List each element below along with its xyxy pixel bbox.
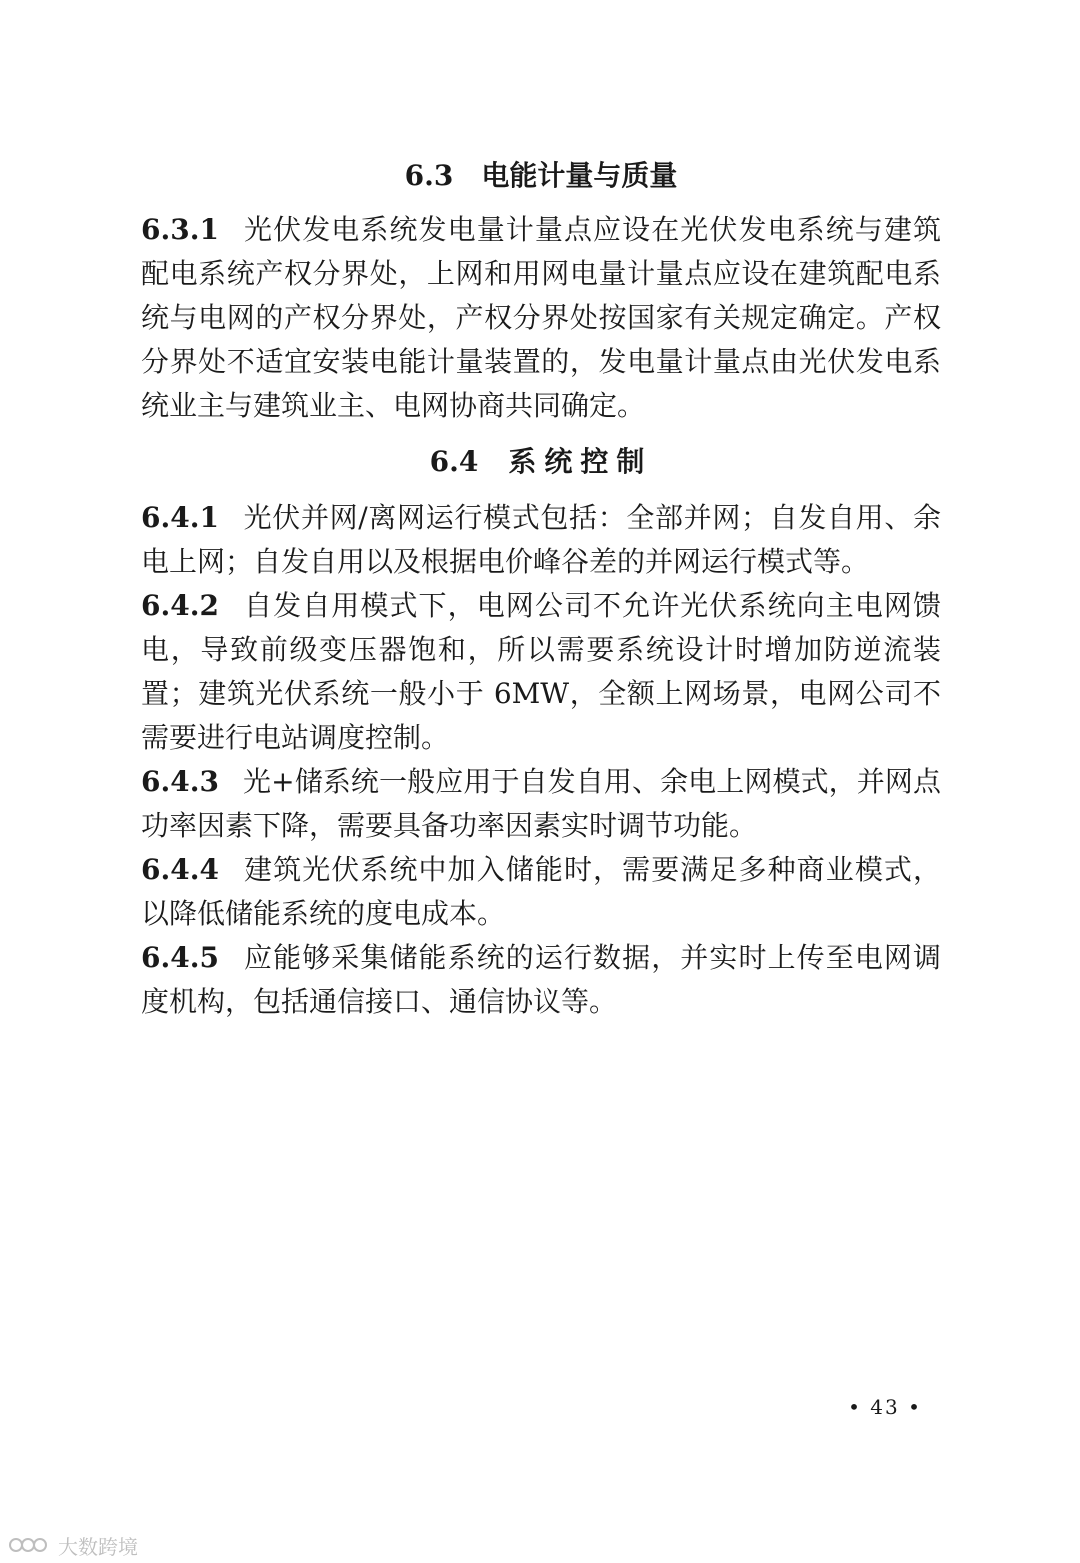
clause-number: 6.4.4 — [141, 853, 219, 886]
section-title: 系统控制 — [508, 445, 653, 478]
clause-number: 6.4.3 — [141, 765, 219, 798]
clause-6-4-4 — [141, 848, 941, 936]
section-number: 6.4 — [429, 445, 479, 478]
clause-text: 光+储系统一般应用于自发自用、余电上网模式，并网点功率因素下降，需要具备功率因素实时调节功能。 — [141, 765, 941, 842]
clause-number: 6.3.1 — [141, 213, 219, 246]
watermark — [8, 1532, 138, 1558]
clause-6-4-1 — [141, 496, 941, 584]
clause-text: 应能够采集储能系统的运行数据，并实时上传至电网调度机构，包括通信接口、通信协议等。 — [141, 941, 941, 1018]
clause-text: 光伏并网/离网运行模式包括：全部并网；自发自用、余电上网；自发自用以及根据电价峰谷差的并网运行模式等。 — [141, 501, 941, 578]
watermark-logo-icon — [8, 1534, 52, 1556]
clause-text: 建筑光伏系统中加入储能时，需要满足多种商业模式，以降低储能系统的度电成本。 — [141, 853, 941, 930]
section-number: 6.3 — [404, 159, 454, 192]
clause-text: 光伏发电系统发电量计量点应设在光伏发电系统与建筑配电系统产权分界处，上网和用网电量计量点应设在建筑配电系统与电网的产权分界处，产权分界处按国家有关规定确定。产权分界处不适宜安装电能计量装置的，发电量计量点由光伏发电系统业主与建筑业主、电网协商共同确定。 — [141, 213, 941, 422]
page-content — [141, 150, 941, 1024]
clause-number: 6.4.5 — [141, 941, 219, 974]
clause-6-3-1 — [141, 208, 941, 428]
section-heading-6-3 — [141, 154, 941, 198]
watermark-text: 大数跨境 — [58, 1534, 138, 1559]
clause-6-4-2 — [141, 584, 941, 760]
clause-6-4-5 — [141, 936, 941, 1024]
clause-number: 6.4.2 — [141, 589, 219, 622]
clause-text: 自发自用模式下，电网公司不允许光伏系统向主电网馈电，导致前级变压器饱和，所以需要系统设计时增加防逆流装置；建筑光伏系统一般小于 6MW，全额上网场景，电网公司不需要进行电站调度控制。 — [141, 589, 941, 754]
section-heading-6-4 — [141, 440, 941, 484]
page-number: • 43 • — [848, 1395, 922, 1419]
clause-6-4-3 — [141, 760, 941, 848]
clause-number: 6.4.1 — [141, 501, 219, 534]
section-title: 电能计量与质量 — [481, 159, 678, 192]
